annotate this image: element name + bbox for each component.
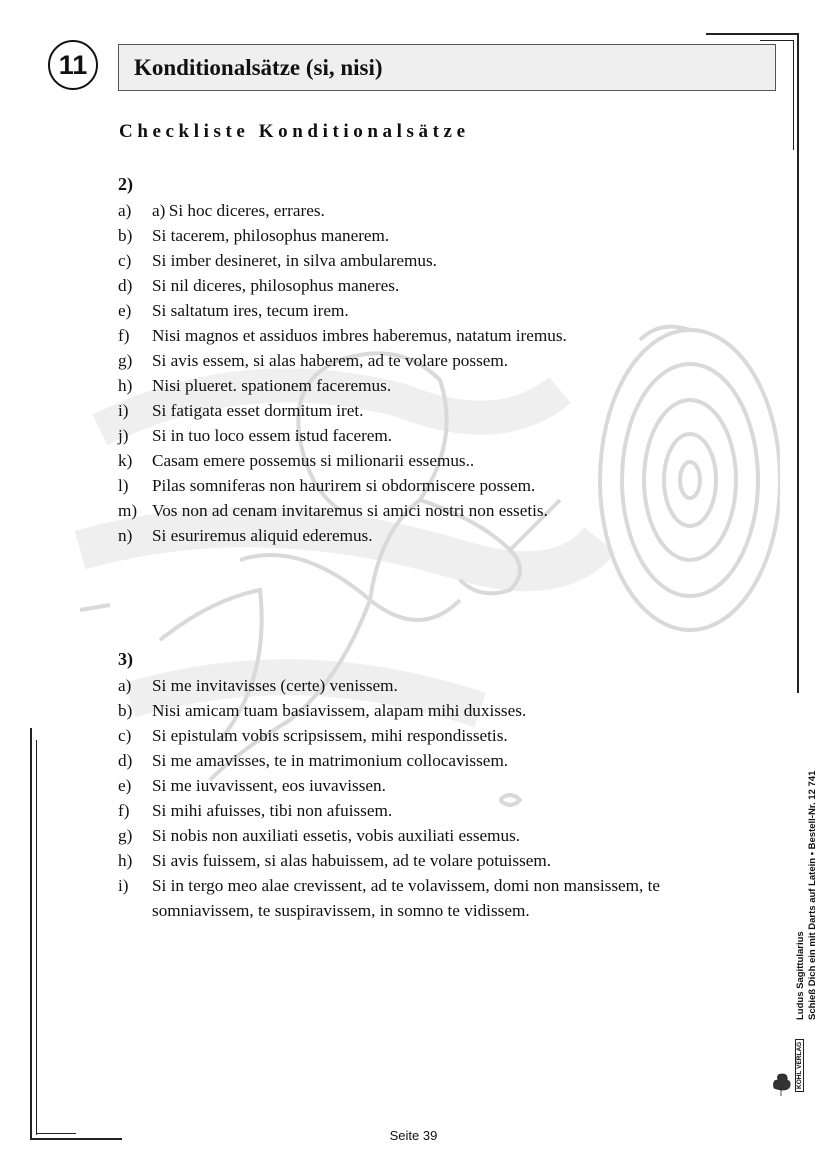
list-item (118, 823, 738, 848)
item-text: Si me iuvavissent, eos iuvavissen. (152, 776, 386, 795)
section-3-label: 3) (118, 649, 133, 669)
list-item (118, 323, 738, 348)
item-letter: n) (118, 526, 133, 545)
frame-line-left-vertical (30, 728, 32, 1140)
frame-line-top-right-inner (760, 40, 794, 41)
item-text: Si saltatum ires, tecum irem. (152, 301, 349, 320)
item-text: Nisi plueret. spationem faceremus. (152, 376, 392, 395)
list-item (118, 198, 738, 223)
item-letter: i) (118, 401, 129, 420)
side-publisher-info (795, 771, 819, 1020)
item-letter: c) (118, 251, 132, 270)
item-text: Nisi magnos et assiduos imbres haberemus, natatum iremus. (152, 326, 567, 345)
item-letter: a) (118, 676, 132, 695)
list-item (118, 723, 738, 748)
item-text: Si in tuo loco essem istud facerem. (152, 426, 393, 445)
section-2-label: 2) (118, 174, 133, 194)
item-text: Nisi amicam tuam basiavissem, alapam mihi duxisses. (152, 701, 527, 720)
list-item (118, 273, 738, 298)
item-letter: d) (118, 751, 133, 770)
item-letter: i) (118, 876, 129, 895)
list-item (118, 698, 738, 723)
item-letter: h) (118, 376, 133, 395)
item-text: Si mihi afuisses, tibi non afuissem. (152, 801, 393, 820)
item-text: Si imber desineret, in silva ambularemus. (152, 251, 437, 270)
list-item (118, 298, 738, 323)
list-item (118, 223, 738, 248)
item-letter: e) (118, 301, 132, 320)
list-item (118, 348, 738, 373)
section-3-list (118, 673, 738, 923)
item-text: Si avis fuissem, si alas habuissem, ad te volare potuissem. (152, 851, 552, 870)
frame-line-left-vertical-inner (36, 740, 37, 1135)
item-letter: f) (118, 326, 130, 345)
list-item (118, 798, 738, 823)
item-text: Si fatigata esset dormitum iret. (152, 401, 364, 420)
item-letter: h) (118, 851, 133, 870)
list-item (118, 473, 738, 498)
list-item (118, 673, 738, 698)
item-text: Si in tergo meo alae crevissent, ad te volavissem, domi non mansissem, te somniavissem, te suspiravissem, in somno te vidissem. (152, 876, 661, 920)
frame-line-top-right (706, 33, 798, 35)
item-letter: l) (118, 476, 129, 495)
publisher-name: KOHL VERLAG (795, 1039, 804, 1092)
frame-line-right-vertical-inner (793, 40, 794, 150)
item-text: Si me invitavisses (certe) venissem. (152, 676, 398, 695)
item-text: Si me amavisses, te in matrimonium collocavissem. (152, 751, 509, 770)
page-title: Konditionalsätze (si, nisi) (134, 54, 383, 80)
chapter-number: 11 (58, 49, 88, 80)
list-item (118, 448, 738, 473)
item-letter: b) (118, 226, 133, 245)
list-item (118, 248, 738, 273)
item-text: Casam emere possemus si milionarii essemus.. (152, 451, 475, 470)
item-letter: e) (118, 776, 132, 795)
side-series-title: Ludus Sagittularius (795, 931, 806, 1020)
item-letter: k) (118, 451, 133, 470)
list-item (118, 748, 738, 773)
item-text: Si nil diceres, philosophus maneres. (152, 276, 400, 295)
side-book-subtitle: Schieß Dich ein mit Darts auf Latein • Bestell-Nr. 12 741 (807, 770, 818, 1020)
item-letter: f) (118, 801, 130, 820)
list-item (118, 423, 738, 448)
item-text: Si tacerem, philosophus manerem. (152, 226, 390, 245)
chapter-number-badge (48, 40, 98, 90)
list-item (118, 848, 738, 873)
item-letter: c) (118, 726, 132, 745)
frame-line-right-vertical (797, 33, 799, 693)
checklist-heading: Checkliste Konditionalsätze (119, 121, 470, 142)
item-text: Si avis essem, si alas haberem, ad te volare possem. (152, 351, 509, 370)
item-letter: b) (118, 701, 133, 720)
page-title-box (118, 44, 776, 91)
section-2-list (118, 198, 738, 548)
publisher-tree-logo (770, 1028, 792, 1098)
item-letter: a) (118, 201, 132, 220)
list-item (118, 873, 738, 923)
item-text: Vos non ad cenam invitaremus si amici nostri non essetis. (152, 501, 548, 520)
list-item (118, 398, 738, 423)
item-letter: m) (118, 501, 138, 520)
item-text: Si esuriremus aliquid ederemus. (152, 526, 373, 545)
list-item (118, 498, 738, 523)
item-text: a) Si hoc diceres, errares. (152, 201, 325, 220)
item-text: Pilas somniferas non haurirem si obdormiscere possem. (152, 476, 536, 495)
item-text: Si nobis non auxiliati essetis, vobis auxiliati essemus. (152, 826, 521, 845)
item-letter: g) (118, 826, 133, 845)
item-letter: j) (118, 426, 129, 445)
page-number: Seite 39 (389, 1128, 438, 1143)
list-item (118, 773, 738, 798)
item-letter: g) (118, 351, 133, 370)
item-text: Si epistulam vobis scripsissem, mihi respondissetis. (152, 726, 508, 745)
list-item (118, 373, 738, 398)
item-letter: d) (118, 276, 133, 295)
list-item (118, 523, 738, 548)
